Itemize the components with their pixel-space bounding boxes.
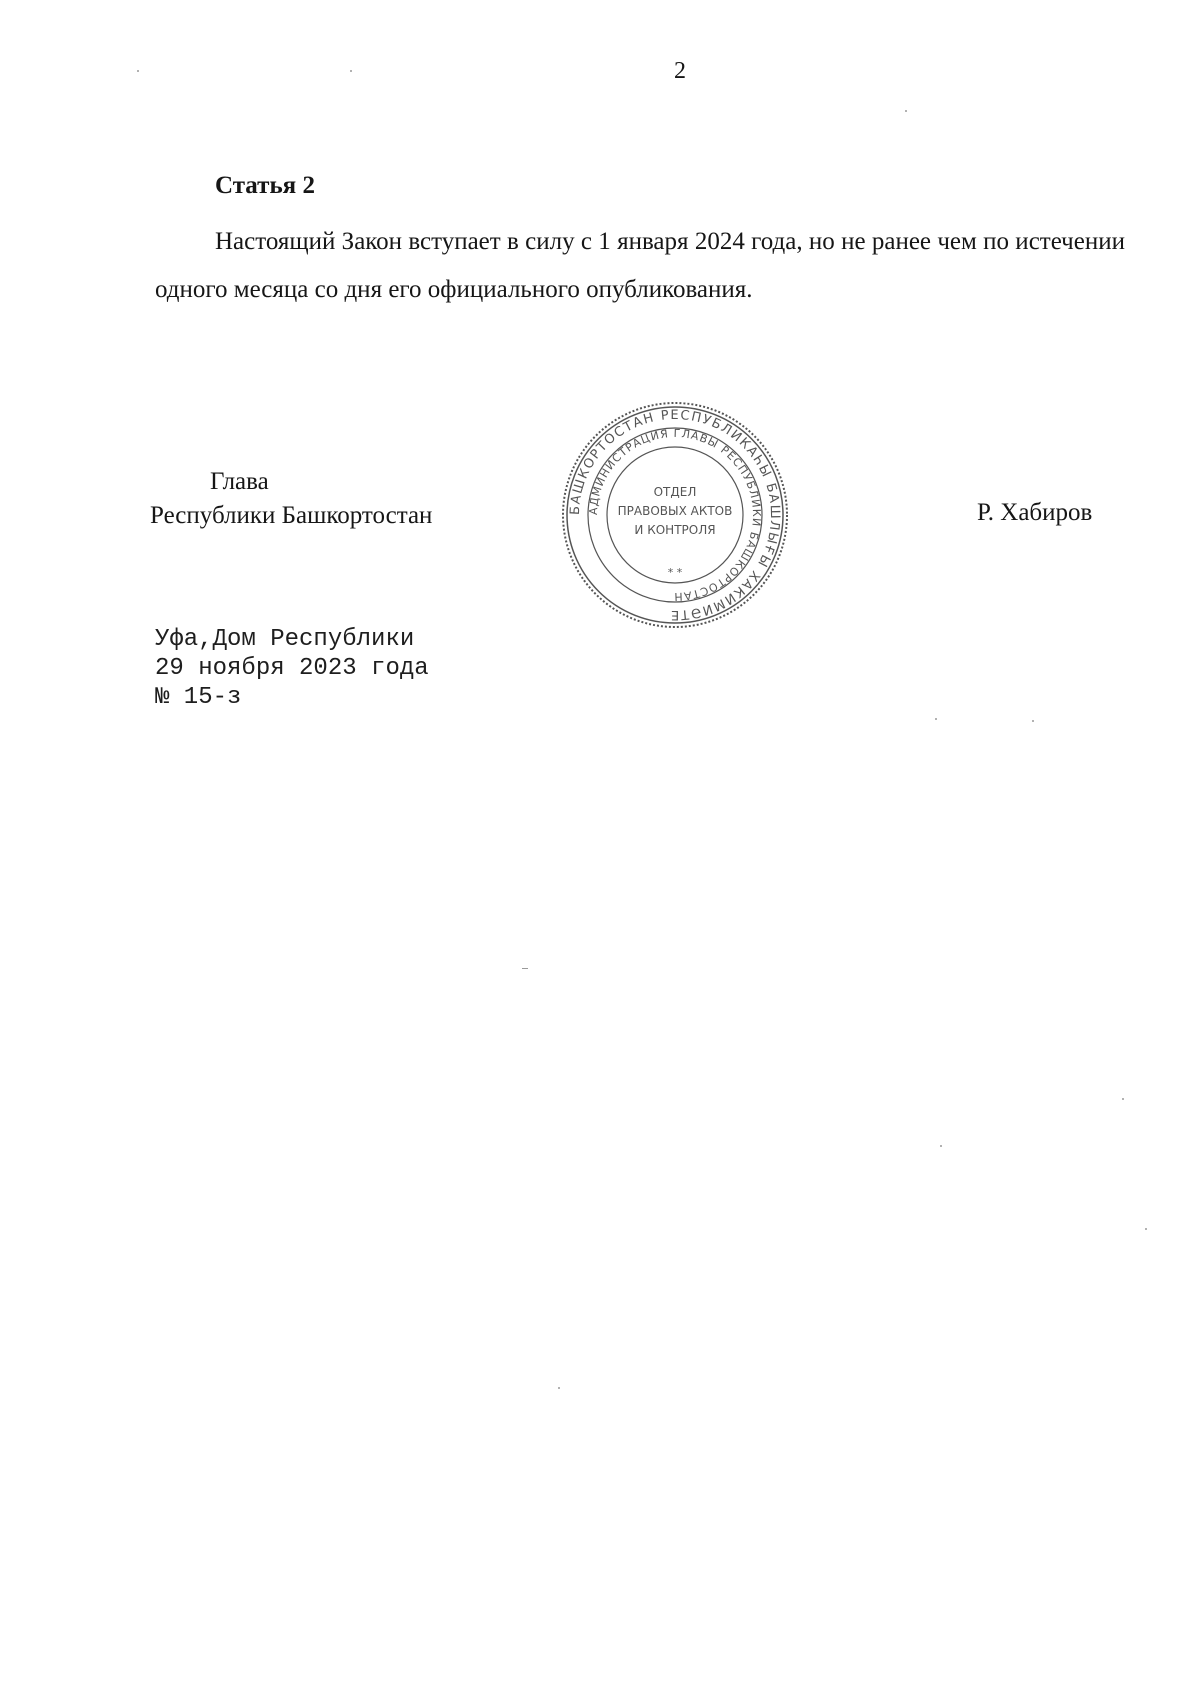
official-seal <box>560 400 790 630</box>
seal-center-line1: ОТДЕЛ <box>653 485 697 499</box>
signatory-name: Р. Хабиров <box>977 499 1093 526</box>
scan-speck <box>137 70 139 72</box>
scan-speck <box>522 968 528 969</box>
seal-inner-text: АДМИНИСТРАЦИЯ ГЛАВЫ РЕСПУБЛИКИ БАШКОРТОСТАН <box>586 426 764 604</box>
seal-center-line2: ПРАВОВЫХ АКТОВ <box>617 504 733 518</box>
scan-speck <box>1032 720 1034 722</box>
signature-title-line2: Республики Башкортостан <box>150 502 433 529</box>
enactment-number: № 15-з <box>155 684 242 711</box>
seal-outer-text: БАШКОРТОСТАН РЕСПУБЛИКАҺЫ БАШЛЫҒЫ ХАКИМИӘТЕ <box>567 407 783 623</box>
enactment-place: Уфа,Дом Республики <box>155 626 415 653</box>
article-heading: Статья 2 <box>215 172 315 199</box>
enactment-date: 29 ноября 2023 года <box>155 655 429 682</box>
scan-speck <box>935 718 937 720</box>
seal-stars: * * <box>667 566 683 579</box>
scan-speck <box>1145 1228 1147 1230</box>
signature-title-line1: Глава <box>210 468 269 495</box>
scan-speck <box>350 70 352 72</box>
scan-speck <box>940 1145 942 1147</box>
scan-speck <box>905 110 907 112</box>
enactment-details <box>155 625 429 712</box>
seal-center-line3: И КОНТРОЛЯ <box>634 523 716 537</box>
page-number: 2 <box>674 58 686 84</box>
scan-speck <box>558 1387 560 1389</box>
article-body: Настоящий Закон вступает в силу с 1 января 2024 года, но не ранее чем по истечении одного месяца со дня его официального опубликования. <box>155 228 1125 303</box>
signature-title <box>150 465 432 533</box>
scan-speck <box>1122 1098 1124 1100</box>
